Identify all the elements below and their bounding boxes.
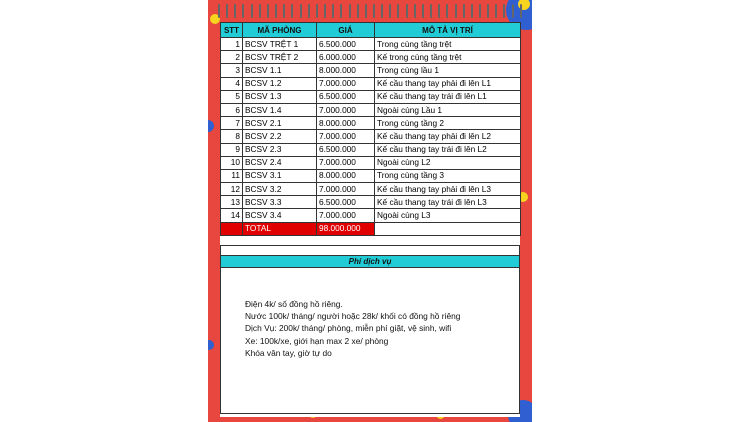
row-description: Kế trong cùng tầng trệt — [375, 51, 521, 64]
row-stt: 4 — [221, 77, 243, 90]
row-stt: 3 — [221, 64, 243, 77]
decor-dot-blue — [208, 120, 214, 132]
total-label: TOTAL — [243, 222, 317, 235]
row-room-code: BCSV TRỆT 1 — [243, 38, 317, 51]
row-room-code: BCSV 1.2 — [243, 77, 317, 90]
row-stt: 2 — [221, 51, 243, 64]
row-price: 8.000.000 — [317, 117, 375, 130]
row-room-code: BCSV 3.2 — [243, 183, 317, 196]
notebook-spiral — [218, 4, 522, 20]
row-price: 7.000.000 — [317, 156, 375, 169]
row-room-code: BCSV 3.4 — [243, 209, 317, 222]
table-row — [221, 103, 521, 116]
table-row — [221, 156, 521, 169]
row-description: Ngoài cùng L2 — [375, 156, 521, 169]
fee-line-water: Nước 100k/ tháng/ người hoặc 28k/ khối có đồng hồ riêng — [245, 311, 461, 322]
row-stt: 1 — [221, 38, 243, 51]
row-room-code: BCSV TRỆT 2 — [243, 51, 317, 64]
header-price: GIÁ — [317, 23, 375, 38]
row-price: 6.500.000 — [317, 38, 375, 51]
row-price: 8.000.000 — [317, 64, 375, 77]
row-price: 6.500.000 — [317, 90, 375, 103]
row-description: Kế cầu thang tay trái đi lên L1 — [375, 90, 521, 103]
row-description: Trong cùng tầng 3 — [375, 169, 521, 182]
header-stt: STT — [221, 23, 243, 38]
table-row — [221, 38, 521, 51]
row-price: 6.500.000 — [317, 196, 375, 209]
row-description: Ngoài cùng Lầu 1 — [375, 103, 521, 116]
row-price: 7.000.000 — [317, 103, 375, 116]
table-row — [221, 130, 521, 143]
header-description: MÔ TẢ VỊ TRÍ — [375, 23, 521, 38]
service-fee-title: Phí dịch vụ — [220, 255, 520, 268]
row-room-code: BCSV 3.1 — [243, 169, 317, 182]
row-room-code: BCSV 1.1 — [243, 64, 317, 77]
row-room-code: BCSV 2.1 — [243, 117, 317, 130]
table-row — [221, 143, 521, 156]
row-room-code: BCSV 1.4 — [243, 103, 317, 116]
row-price: 6.500.000 — [317, 143, 375, 156]
header-room-code: MÃ PHÒNG — [243, 23, 317, 38]
row-description: Kế cầu thang tay phải đi lên L2 — [375, 130, 521, 143]
row-stt: 10 — [221, 156, 243, 169]
row-price: 7.000.000 — [317, 209, 375, 222]
row-description: Kế cầu thang tay phải đi lên L3 — [375, 183, 521, 196]
table-row — [221, 196, 521, 209]
table-row — [221, 90, 521, 103]
row-stt: 6 — [221, 103, 243, 116]
table-row — [221, 51, 521, 64]
row-description: Kế cầu thang tay trái đi lên L3 — [375, 196, 521, 209]
table-row — [221, 117, 521, 130]
row-stt: 9 — [221, 143, 243, 156]
row-description: Ngoài cùng L3 — [375, 209, 521, 222]
row-stt: 12 — [221, 183, 243, 196]
row-stt: 13 — [221, 196, 243, 209]
decor-dot-blue — [208, 340, 214, 350]
fee-line-access: Khóa vân tay, giờ tự do — [245, 347, 332, 358]
table-header-row — [221, 23, 521, 38]
fee-line-parking: Xe: 100k/xe, giới hạn max 2 xe/ phòng — [245, 335, 389, 346]
fee-line-electricity: Điện 4k/ số đồng hồ riêng. — [245, 299, 343, 309]
total-value: 98.000.000 — [317, 222, 375, 235]
table-row — [221, 64, 521, 77]
row-description: Trong cùng tầng 2 — [375, 117, 521, 130]
row-stt: 14 — [221, 209, 243, 222]
service-fee-notes — [245, 298, 460, 359]
price-table — [220, 22, 521, 236]
table-row — [221, 209, 521, 222]
row-price: 8.000.000 — [317, 169, 375, 182]
row-room-code: BCSV 2.2 — [243, 130, 317, 143]
row-room-code: BCSV 1.3 — [243, 90, 317, 103]
row-stt: 8 — [221, 130, 243, 143]
row-price: 7.000.000 — [317, 130, 375, 143]
fee-line-service: Dịch Vụ: 200k/ tháng/ phòng, miễn phí giặt, vệ sinh, wifi — [245, 323, 452, 334]
row-description: Trong cùng tầng trệt — [375, 38, 521, 51]
row-room-code: BCSV 2.4 — [243, 156, 317, 169]
row-description: Kế cầu thang tay phải đi lên L1 — [375, 77, 521, 90]
row-price: 6.000.000 — [317, 51, 375, 64]
row-stt: 7 — [221, 117, 243, 130]
price-card — [220, 22, 520, 417]
table-row — [221, 183, 521, 196]
table-row — [221, 169, 521, 182]
row-stt: 11 — [221, 169, 243, 182]
row-price: 7.000.000 — [317, 183, 375, 196]
row-description: Trong cùng lầu 1 — [375, 64, 521, 77]
row-stt: 5 — [221, 90, 243, 103]
row-price: 7.000.000 — [317, 77, 375, 90]
total-row — [221, 222, 521, 235]
row-description: Kế cầu thang tay trái đi lên L2 — [375, 143, 521, 156]
row-room-code: BCSV 2.3 — [243, 143, 317, 156]
price-poster — [208, 0, 532, 422]
table-row — [221, 77, 521, 90]
row-room-code: BCSV 3.3 — [243, 196, 317, 209]
